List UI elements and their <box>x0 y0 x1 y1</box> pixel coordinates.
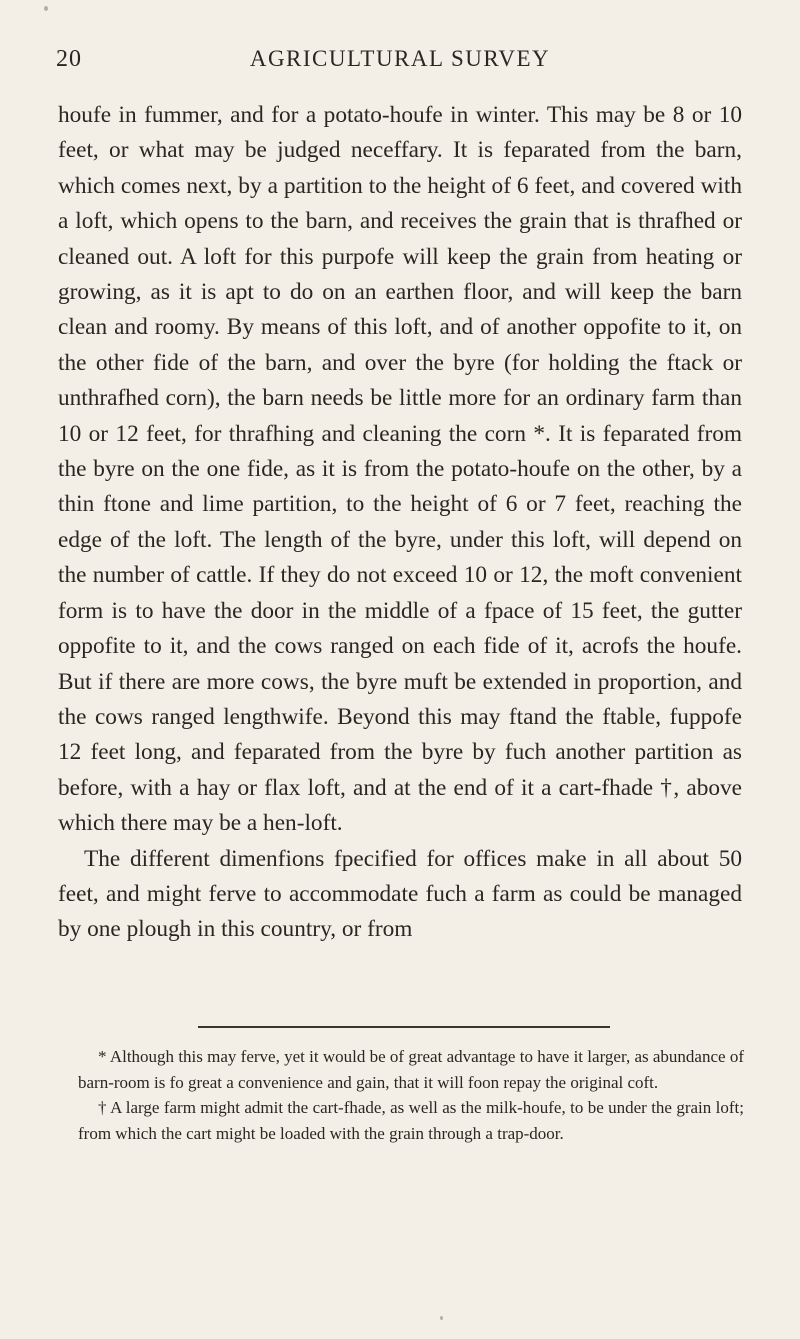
body-paragraph-2: The different dimenfions fpecified for offices make in all about 50 feet, and might ferve to accommodate fuch a farm as could be managed by one plough in this country, or from <box>58 845 742 943</box>
page-number: 20 <box>56 46 82 72</box>
footnotes <box>78 1044 744 1146</box>
body-text <box>58 98 742 948</box>
footnote-rule <box>198 1026 610 1028</box>
paper-speck <box>44 6 48 11</box>
footnote-2: † A large farm might admit the cart-fhade, as well as the milk-houfe, to be under the grain loft; from which the cart might be loaded with the grain through a trap-door. <box>78 1098 744 1143</box>
body-paragraph-1: houfe in fummer, and for a potato-houfe in winter. This may be 8 or 10 feet, or what may be judged neceffary. It is feparated from the barn, which comes next, by a partition to the height of 6 feet, and covered with a loft, which opens to the barn, and receives the grain that is thrafhed or cleaned out. A loft for this purpofe will keep the grain from heating or growing, as it is apt to do on an earthen floor, and will keep the barn clean and roomy. By means of this loft, and of another oppofite to it, on the other fide of the barn, and over the byre (for holding the ftack or unthrafhed corn), the barn needs be little more for an ordinary farm than 10 or 12 feet, for thrafhing and cleaning the corn *. It is feparated from the byre on the one fide, as it is from the potato-houfe on the other, by a thin ftone and lime partition, to the height of 6 or 7 feet, reaching the edge of the loft. The length of the byre, under this loft, will depend on the number of cattle. If they do not exceed 10 or 12, the moft convenient form is to have the door in the middle of a fpace of 15 feet, the gutter oppofite to it, and the cows ranged on each fide of it, acrofs the houfe. But if there are more cows, the byre muft be extended in proportion, and the cows ranged lengthwife. Beyond this may ftand the ftable, fuppofe 12 feet long, and feparated from the byre by fuch another partition as before, with a hay or flax loft, and at the end of it a cart-fhade †, above which there may be a hen-loft. <box>58 102 742 837</box>
paper-speck <box>440 1316 443 1320</box>
running-head: AGRICULTURAL SURVEY <box>249 46 551 71</box>
page-header <box>56 46 744 82</box>
footnote-1: * Although this may ferve, yet it would be of great advantage to have it larger, as abundance of barn-room is fo great a convenience and gain, that it will foon repay the original coft. <box>78 1047 744 1092</box>
